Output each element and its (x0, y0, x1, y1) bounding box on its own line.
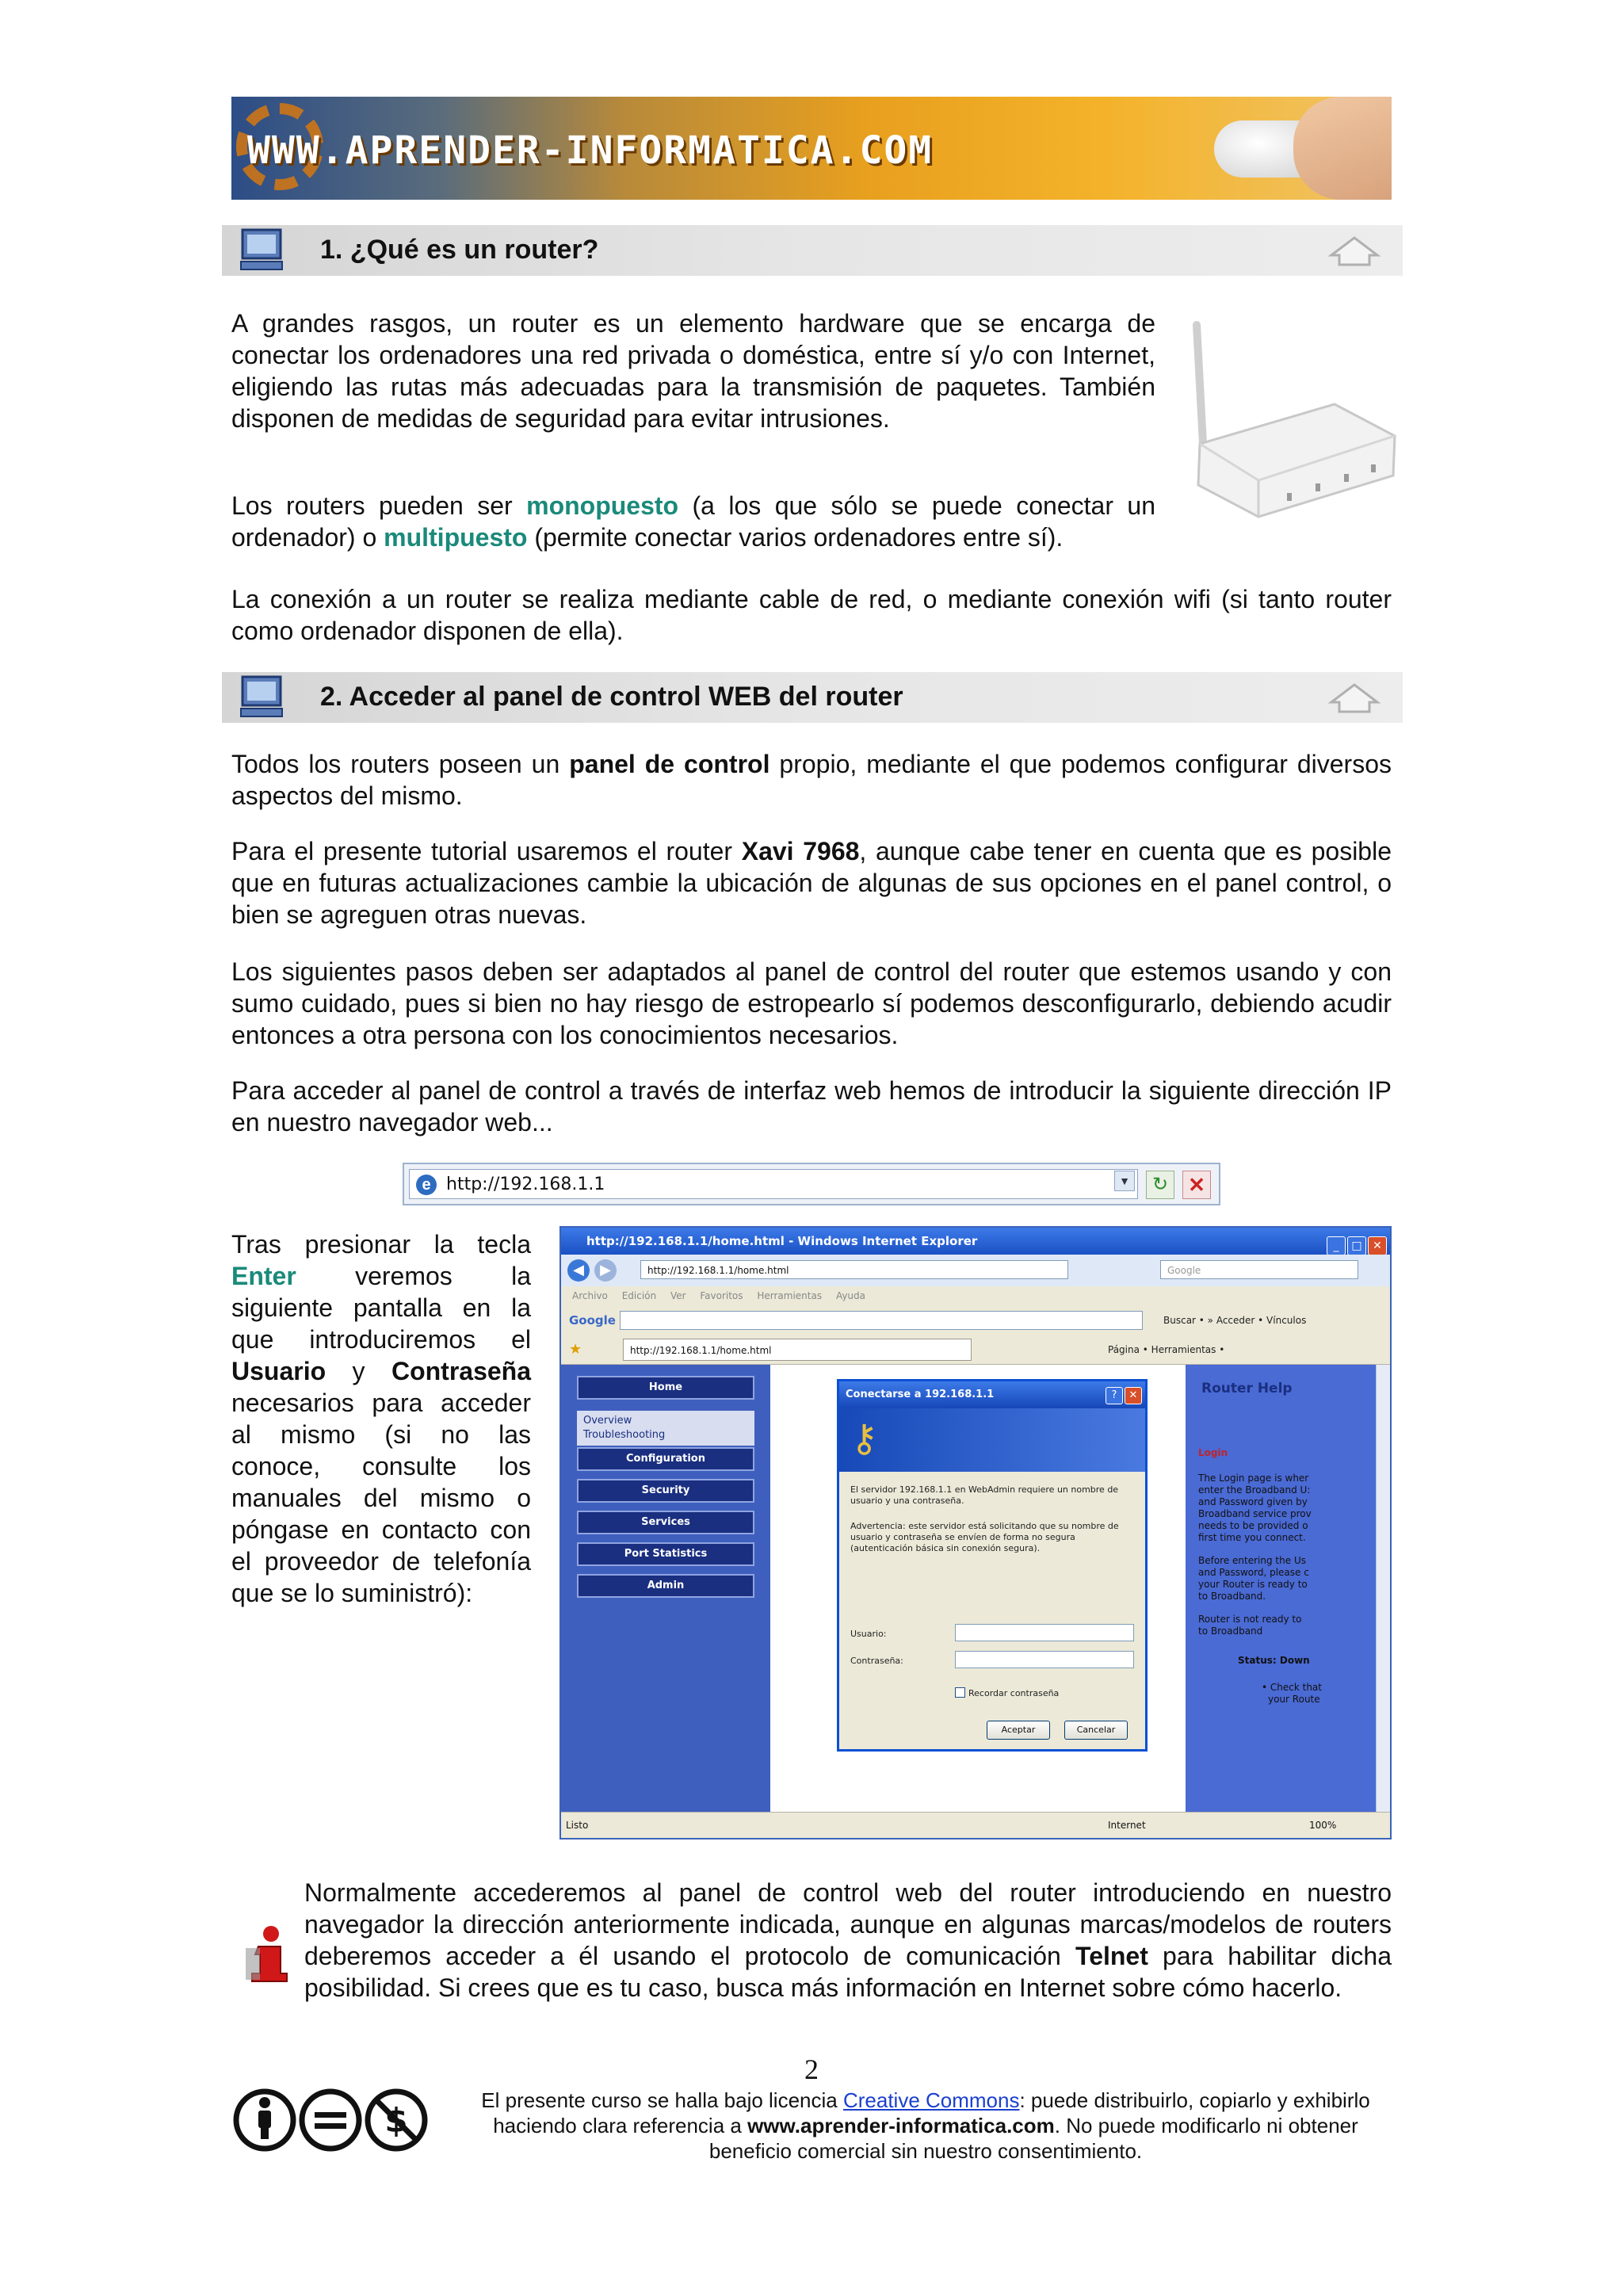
remember-checkbox: Recordar contraseña (955, 1687, 1059, 1698)
banner-text: WWW.APRENDER-INFORMATICA.COM (247, 128, 934, 173)
window-title: http://192.168.1.1/home.html - Windows Internet Explorer (586, 1234, 978, 1248)
browser-content (561, 1365, 1390, 1814)
help-line: to Broadband (1198, 1626, 1263, 1637)
close-icon: ✕ (1125, 1387, 1142, 1404)
section-title: 2. Acceder al panel de control WEB del router (320, 682, 903, 712)
help-line: and Password, please c (1198, 1567, 1309, 1578)
help-line: and Password given by (1198, 1496, 1308, 1507)
paragraph: La conexión a un router se realiza mediante cable de red, o mediante conexión wifi (si tanto router como ordenador disponen de ella). (231, 585, 1392, 645)
help-title: Router Help (1201, 1381, 1293, 1396)
dialog-title: Conectarse a 192.168.1.1 (839, 1381, 1145, 1408)
accept-button: Aceptar (987, 1721, 1050, 1740)
menu-item: Archivo (572, 1290, 608, 1301)
header-banner (231, 97, 1392, 200)
nav-overview: Overview (583, 1415, 632, 1427)
section-header-1 (222, 225, 1403, 276)
google-tools: Buscar • » Acceder • Vínculos (1163, 1315, 1307, 1326)
paragraph: Para acceder al panel de control a través de interfaz web hemos de introducir la siguiente dirección IP en nuestro navegador web... (231, 1076, 1392, 1137)
browser-search-field: Google (1160, 1260, 1358, 1279)
section-title: 1. ¿Qué es un router? (320, 235, 599, 265)
info-icon (244, 1924, 292, 1983)
router-image (1176, 317, 1400, 531)
chevron-down-icon: ▼ (1114, 1171, 1135, 1191)
paragraph: A grandes rasgos, un router es un elemento hardware que se encarga de conectar los ordenadores una red privada o doméstica, entre sí y/o con Internet, eligiendo las rutas más adecuadas para la transmisión de paquetes. También disponen de medidas de seguridad para evitar intrusiones. (231, 309, 1155, 433)
tab-tools: Página • Herramientas • (1108, 1344, 1225, 1355)
nav-admin: Admin (577, 1574, 754, 1598)
browser-tabbar (561, 1335, 1390, 1365)
refresh-icon: ↻ (1146, 1171, 1174, 1199)
keys-icon: ⚷ (850, 1416, 879, 1461)
help-line: Router is not ready to (1198, 1614, 1302, 1625)
address-field (409, 1169, 1138, 1199)
dialog-warning: Advertencia: este servidor está solicitando que su nombre de usuario y contraseña se envíen de forma no segura (autenticación básica sin conexión segura). (850, 1521, 1119, 1553)
minimize-icon: _ (1327, 1236, 1346, 1255)
back-to-top-icon[interactable] (1327, 678, 1382, 716)
help-status: Status: Down (1238, 1655, 1310, 1666)
info-paragraph: Normalmente accederemos al panel de control web del router introduciendo en nuestro navegador la dirección anteriormente indicada, aunque en algunas marcas/modelos de routers deberemos acceder a él usando el protocolo de comunicación Telnet para habilitar dicha posibilidad. Si crees que es tu caso, busca más información en Internet sobre cómo hacerlo. (304, 1878, 1392, 2002)
help-line: The Login page is wher (1198, 1473, 1309, 1484)
nav-configuration: Configuration (577, 1447, 754, 1471)
maximize-icon: □ (1347, 1236, 1366, 1255)
user-field (955, 1624, 1134, 1641)
paragraph: Los routers pueden ser monopuesto (a los que sólo se puede conectar un ordenador) o multipuesto (permite conectar varios ordenadores entre sí). (231, 491, 1156, 552)
paragraph: Los siguientes pasos deben ser adaptados al panel de control del router que estemos usando y con sumo cuidado, pues si bien no hay riesgo de estropearlo sí podemos desconfigurarlo, debiendo acudir entonces a otra persona con los conocimientos necesarios. (231, 957, 1392, 1049)
router-main (770, 1365, 1186, 1814)
menu-item: Herramientas (757, 1290, 823, 1301)
help-line: your Route (1268, 1694, 1320, 1705)
nav-services: Services (577, 1511, 754, 1534)
creative-commons-link[interactable]: Creative Commons (842, 2088, 1020, 2112)
help-line: Broadband service prov (1198, 1508, 1312, 1519)
menu-item: Edición (621, 1290, 657, 1301)
favorites-star-icon: ★ (569, 1341, 582, 1358)
nav-security: Security (577, 1479, 754, 1503)
menu-item: Ver (670, 1290, 686, 1301)
hand-image (1293, 97, 1392, 200)
nav-port-statistics: Port Statistics (577, 1542, 754, 1566)
address-url: http://192.168.1.1 (446, 1175, 605, 1194)
paragraph: Tras presionar la tecla Enter veremos la siguiente pantalla en la que introduciremos el Usuario y Contraseña necesarios para acceder al mismo (si no las conoce, consulte los manuales del mismo o póngase en contacto con el proveedor de telefonía que se lo suministró): (231, 1230, 531, 1607)
browser-menubar (561, 1286, 1390, 1305)
back-icon: ◀ (567, 1259, 590, 1282)
section-header-2 (222, 672, 1403, 723)
forward-icon: ▶ (594, 1259, 617, 1282)
login-dialog (837, 1379, 1148, 1752)
browser-screenshot (559, 1226, 1392, 1839)
page-number: 2 (804, 2053, 819, 2085)
window-titlebar (561, 1228, 1390, 1255)
browser-address-field: http://192.168.1.1/home.html (640, 1260, 1068, 1279)
paragraph: Para el presente tutorial usaremos el router Xavi 7968, aunque cabe tener en cuenta que es posible que en futuras actualizaciones cambie la ubicación de algunas de sus opciones en el panel control, o bien se agreguen otras nuevas. (231, 837, 1392, 929)
menu-item: Ayuda (835, 1290, 866, 1301)
router-help-panel (1186, 1365, 1376, 1814)
nav-home: Home (577, 1376, 754, 1400)
license-text: El presente curso se halla bajo licencia Creative Commons: puede distribuirlo, copiarlo y exhibirlo haciendo clara referencia a www.aprender-informatica.com. No puede modificarlo ni obtener beneficio comercial sin nuestro consentimiento. (481, 2088, 1370, 2163)
back-to-top-icon[interactable] (1327, 231, 1382, 269)
help-login: Login (1198, 1447, 1228, 1458)
help-line: first time you connect. (1198, 1532, 1306, 1543)
dialog-banner (839, 1408, 1145, 1472)
google-logo: Google (569, 1313, 616, 1328)
nav-troubleshooting: Troubleshooting (583, 1429, 666, 1441)
status-text: Listo (566, 1820, 589, 1831)
help-line: your Router is ready to (1198, 1579, 1308, 1590)
close-icon: ✕ (1368, 1236, 1387, 1255)
computer-icon (239, 228, 284, 273)
user-label: Usuario: (850, 1629, 887, 1639)
address-bar-image (403, 1163, 1220, 1205)
browser-statusbar (561, 1812, 1390, 1838)
scrollbar (1376, 1365, 1391, 1814)
nav-subitems (577, 1411, 754, 1446)
dialog-text: El servidor 192.168.1.1 en WebAdmin requiere un nombre de usuario y una contraseña. (850, 1484, 1119, 1506)
creative-commons-logo (231, 2087, 430, 2153)
stop-icon: ✕ (1182, 1171, 1211, 1199)
help-line: needs to be provided o (1198, 1520, 1308, 1531)
google-toolbar (561, 1305, 1390, 1335)
status-zoom: 100% (1309, 1820, 1337, 1831)
google-search-input (620, 1311, 1143, 1330)
computer-icon (239, 675, 284, 720)
router-nav (561, 1365, 770, 1814)
help-line: enter the Broadband U: (1198, 1484, 1311, 1496)
browser-tab: http://192.168.1.1/home.html (623, 1339, 972, 1361)
help-icon: ? (1106, 1387, 1123, 1404)
pass-field (955, 1651, 1134, 1668)
paragraph: Todos los routers poseen un panel de control propio, mediante el que podemos configurar diversos aspectos del mismo. (231, 750, 1392, 810)
help-line: • Check that (1262, 1682, 1322, 1693)
status-zone: Internet (1108, 1820, 1146, 1831)
help-line: Before entering the Us (1198, 1555, 1306, 1566)
help-line: to Broadband. (1198, 1591, 1266, 1602)
browser-address-row (561, 1255, 1390, 1286)
menu-item: Favoritos (700, 1290, 743, 1301)
pass-label: Contraseña: (850, 1656, 903, 1666)
svg-text:$: $ (384, 2101, 408, 2140)
ie-icon: e (416, 1175, 437, 1195)
cancel-button: Cancelar (1064, 1721, 1128, 1740)
